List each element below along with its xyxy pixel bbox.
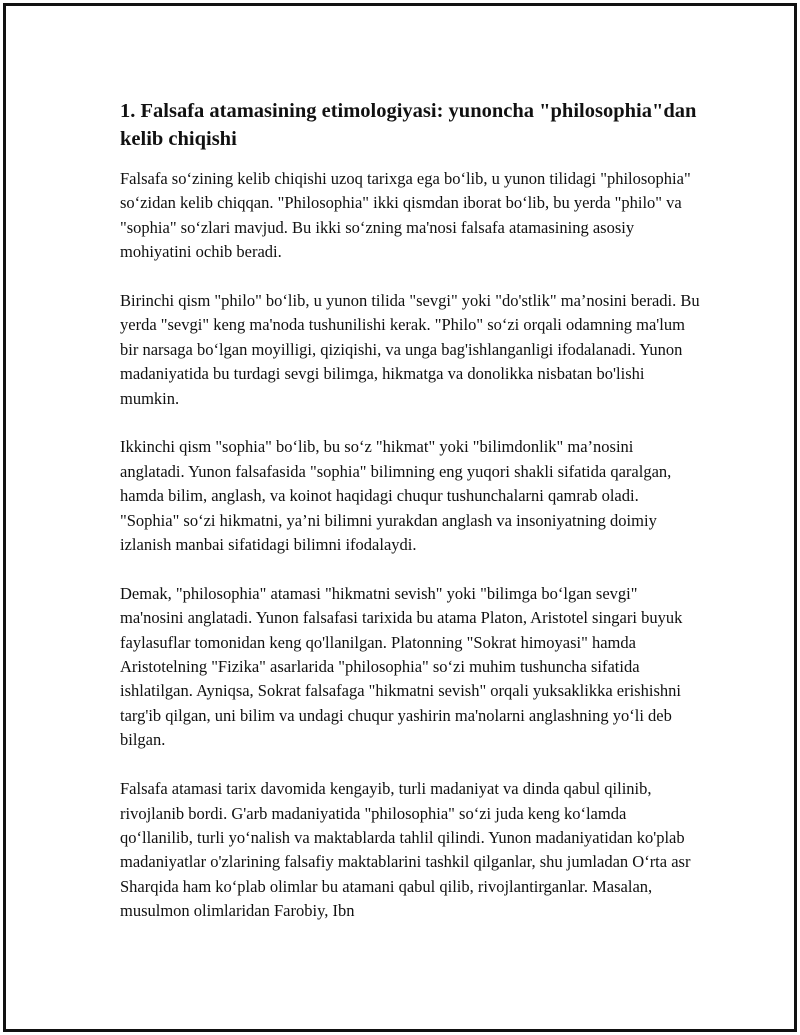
paragraph-etymology-intro: Falsafa so‘zining kelib chiqishi uzoq tarixga ega bo‘lib, u yunon tilidagi "philosophia" so‘zidan kelib chiqqan. "Philosophia" ikki qismdan iborat bo‘lib, bu yerda "philo" va "sophia" so‘zlari mavjud. Bu ikki so‘zning ma'nosi falsafa atamasining asosiy mohiyatini ochib beradi. [120,169,691,262]
paragraph-sophia: Ikkinchi qism "sophia" bo‘lib, bu so‘z "hikmat" yoki "bilimdonlik" ma’nosini anglatadi. Yunon falsafasida "sophia" bilimning eng yuqori shakli sifatida qaralgan, hamda bilim, anglash, va koinot haqidagi chuqur tushunchalarni qamrab oladi. "Sophia" so‘zi hikmatni, ya’ni bilimni yurakdan anglash va insoniyatning doimiy izlanish manbai sifatidagi bilimni ifodalaydi. [120,437,672,555]
document-content [120,97,700,924]
section-heading: 1. Falsafa atamasining etimologiyasi: yunoncha "philosophia"dan kelib chiqishi [120,100,697,150]
paragraph-history: Falsafa atamasi tarix davomida kengayib, turli madaniyat va dinda qabul qilinib, rivojlanib bordi. G'arb madaniyatida "philosophia" so‘zi juda keng ko‘lamda qo‘llanilib, turli yo‘nalish va maktablarda tahlil qilindi. Yunon madaniyatidan ko'plab madaniyatlar o'zlarining falsafiy maktablarini tashkil qilganlar, shu jumladan O‘rta asr Sharqida ham ko‘plab olimlar bu atamani qabul qilib, rivojlantirganlar. Masalan, musulmon olimlaridan Farobiy, Ibn [120,779,691,921]
document-page [3,3,797,1032]
paragraph-philo: Birinchi qism "philo" bo‘lib, u yunon tilida "sevgi" yoki "do'stlik" ma’nosini beradi. Bu yerda "sevgi" keng ma'noda tushunilishi kerak. "Philo" so‘zi orqali odamning ma'lum bir narsaga bo‘lgan moyilligi, qiziqishi, va unga bag'ishlanganligi ifodalanadi. Yunon madaniyatida bu turdagi sevgi bilimga, hikmatga va donolikka nisbatan bo'lishi mumkin. [120,291,700,408]
paragraph-philosophia-meaning: Demak, "philosophia" atamasi "hikmatni sevish" yoki "bilimga bo‘lgan sevgi" ma'nosini anglatadi. Yunon falsafasi tarixida bu atama Platon, Aristotel singari buyuk faylasuflar tomonidan keng qo'llanilgan. Platonning "Sokrat himoyasi" hamda Aristotelning "Fizika" asarlarida "philosophia" so‘zi muhim tushuncha sifatida ishlatilgan. Ayniqsa, Sokrat falsafaga "hikmatni sevish" orqali yuksaklikka erishishni targ'ib qilgan, uni bilim va undagi chuqur yashirin ma'nolarni anglashning yo‘li deb bilgan. [120,583,683,750]
